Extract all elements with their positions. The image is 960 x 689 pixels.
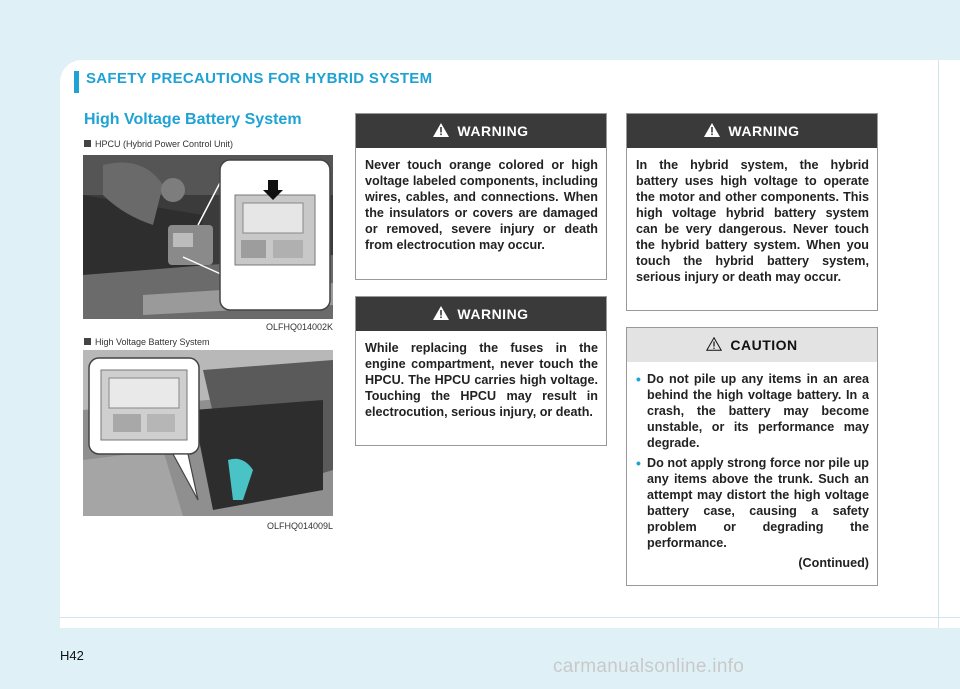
warning-text: Never touch orange colored or high voltage labeled components, including wires, cables, and connections. When the insulators or covers are damaged or removed, severe injury or death from electrocution may occur. [365,158,598,252]
warning-label: WARNING [457,123,529,139]
caution-box [626,327,878,586]
right-rule [938,60,939,628]
hpcu-photo [83,155,333,319]
section-title: SAFETY PRECAUTIONS FOR HYBRID SYSTEM [86,70,433,87]
warning-box [626,113,878,311]
sub-heading: High Voltage Battery System [84,111,302,128]
caution-item-text: Do not apply strong force nor pile up any items above the trunk. Such an attempt may distort the high voltage battery case, causing a safety problem or degrading the performance. [647,456,869,550]
warning-box [355,113,607,280]
warning-label: WARNING [457,306,529,322]
figure-code: OLFHQ014002K [265,322,333,332]
warning-triangle-icon [704,123,720,140]
figure-caption [84,139,233,149]
caution-triangle-icon [706,337,722,354]
battery-trunk-photo [83,350,333,516]
section-accent-bar [74,71,79,93]
caution-header [627,328,877,362]
square-bullet-icon [84,140,91,147]
bullet-dot-icon: • [636,371,641,387]
warning-text: While replacing the fuses in the engine compartment, never touch the HPCU. The HPCU carries high voltage. Touching the HPCU may result in electrocution, serious injury, or death. [365,341,598,419]
warning-text: In the hybrid system, the hybrid battery uses high voltage to operate the motor and other components. This high voltage hybrid battery system can be very dangerous. Never touch the hybrid battery system. When you touch the hybrid battery system, serious injury or death may occur. [636,158,869,284]
square-bullet-icon [84,338,91,345]
caution-item-text: Do not pile up any items in an area behind the high voltage battery. In a crash, the battery may become unstable, or its performance may degrade. [647,372,869,450]
warning-triangle-icon [433,123,449,140]
figure-caption-text: HPCU (Hybrid Power Control Unit) [95,139,234,149]
figure-caption-text: High Voltage Battery System [95,337,210,347]
figure-code: OLFHQ014009L [266,521,333,531]
continued-label: (Continued) [798,556,869,570]
figure-caption [84,337,210,347]
caution-item [636,455,869,551]
warning-header [627,114,877,148]
bottom-rule [60,617,960,618]
warning-label: WARNING [728,123,800,139]
warning-box [355,296,607,446]
warning-header [356,297,606,331]
watermark: carmanualsonline.info [553,656,745,677]
bullet-dot-icon: • [636,455,641,471]
page-number: H42 [60,648,84,663]
caution-label: CAUTION [730,337,798,353]
caution-body [627,362,877,571]
warning-header [356,114,606,148]
warning-triangle-icon [433,306,449,323]
caution-item [636,371,869,451]
